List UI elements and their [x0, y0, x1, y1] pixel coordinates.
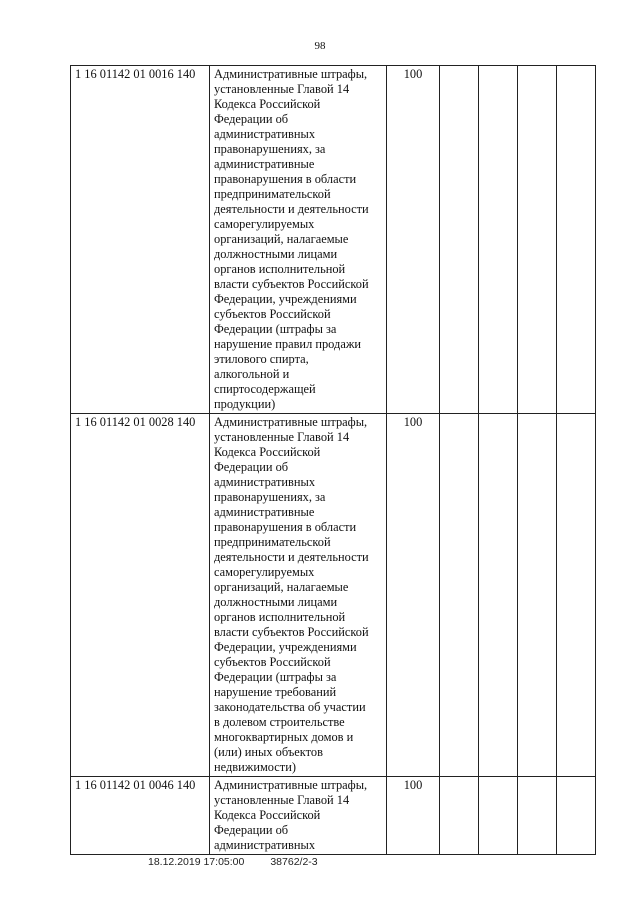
empty-cell	[440, 66, 479, 414]
table-row	[71, 414, 596, 777]
budget-code-cell: 1 16 01142 01 0028 140	[71, 414, 210, 777]
description-line: Федерации об	[214, 460, 289, 474]
empty-cell	[557, 414, 596, 777]
empty-cell	[479, 777, 518, 855]
value-cell: 100	[387, 414, 440, 777]
description-line: Федерации, учреждениями	[214, 292, 357, 306]
description-line: Административные штрафы,	[214, 778, 368, 792]
description-line: правонарушениях, за	[214, 142, 326, 156]
empty-cell	[440, 777, 479, 855]
empty-cell	[440, 414, 479, 777]
description-line: административные	[214, 157, 315, 171]
description-line: организаций, налагаемые	[214, 232, 349, 246]
description-line: субъектов Российской	[214, 655, 331, 669]
footer-timestamp: 18.12.2019 17:05:00	[148, 856, 245, 868]
description-line: организаций, налагаемые	[214, 580, 349, 594]
description-line: органов исполнительной	[214, 262, 346, 276]
description-line: этилового спирта,	[214, 352, 309, 366]
description-line: административных	[214, 127, 316, 141]
description-line: в долевом строительстве	[214, 715, 345, 729]
description-line: должностными лицами	[214, 595, 338, 609]
footer	[148, 856, 318, 868]
description-line: административных	[214, 475, 316, 489]
description-line: законодательства об участии	[214, 700, 366, 714]
budget-code-cell: 1 16 01142 01 0046 140	[71, 777, 210, 855]
description-line: саморегулируемых	[214, 217, 315, 231]
description-cell	[210, 66, 387, 414]
description-line: Кодекса Российской	[214, 97, 321, 111]
empty-cell	[479, 66, 518, 414]
description-line: недвижимости)	[214, 760, 296, 774]
description-line: Федерации (штрафы за	[214, 670, 337, 684]
footer-doc-id: 38762/2-3	[270, 856, 318, 868]
empty-cell	[518, 414, 557, 777]
description-line: Федерации об	[214, 112, 289, 126]
description-line: установленные Главой 14	[214, 82, 350, 96]
description-line: деятельности и деятельности	[214, 550, 369, 564]
description-line: правонарушения в области	[214, 520, 357, 534]
description-line: продукции)	[214, 397, 276, 411]
description-line: предпринимательской	[214, 187, 331, 201]
table-row	[71, 66, 596, 414]
description-cell	[210, 414, 387, 777]
description-line: многоквартирных домов и	[214, 730, 354, 744]
description-line: нарушение правил продажи	[214, 337, 362, 351]
budget-table	[70, 65, 596, 855]
description-cell	[210, 777, 387, 855]
description-line: Административные штрафы,	[214, 415, 368, 429]
description-line: саморегулируемых	[214, 565, 315, 579]
empty-cell	[557, 777, 596, 855]
description-line: должностными лицами	[214, 247, 338, 261]
description-line: деятельности и деятельности	[214, 202, 369, 216]
budget-code-cell: 1 16 01142 01 0016 140	[71, 66, 210, 414]
description-line: Административные штрафы,	[214, 67, 368, 81]
description-line: установленные Главой 14	[214, 430, 350, 444]
description-line: Федерации (штрафы за	[214, 322, 337, 336]
description-line: Федерации, учреждениями	[214, 640, 357, 654]
empty-cell	[518, 777, 557, 855]
description-line: субъектов Российской	[214, 307, 331, 321]
description-line: Кодекса Российской	[214, 808, 321, 822]
description-line: алкогольной и	[214, 367, 290, 381]
description-line: спиртосодержащей	[214, 382, 316, 396]
description-line: (или) иных объектов	[214, 745, 323, 759]
empty-cell	[479, 414, 518, 777]
description-line: Кодекса Российской	[214, 445, 321, 459]
empty-cell	[557, 66, 596, 414]
description-line: органов исполнительной	[214, 610, 346, 624]
description-line: установленные Главой 14	[214, 793, 350, 807]
description-line: власти субъектов Российской	[214, 625, 369, 639]
empty-cell	[518, 66, 557, 414]
value-cell: 100	[387, 777, 440, 855]
value-cell: 100	[387, 66, 440, 414]
description-line: предпринимательской	[214, 535, 331, 549]
description-line: власти субъектов Российской	[214, 277, 369, 291]
table-row	[71, 777, 596, 855]
page-number: 98	[314, 40, 326, 52]
description-line: Федерации об	[214, 823, 289, 837]
description-line: правонарушениях, за	[214, 490, 326, 504]
description-line: административных	[214, 838, 316, 852]
description-line: нарушение требований	[214, 685, 337, 699]
description-line: правонарушения в области	[214, 172, 357, 186]
description-line: административные	[214, 505, 315, 519]
